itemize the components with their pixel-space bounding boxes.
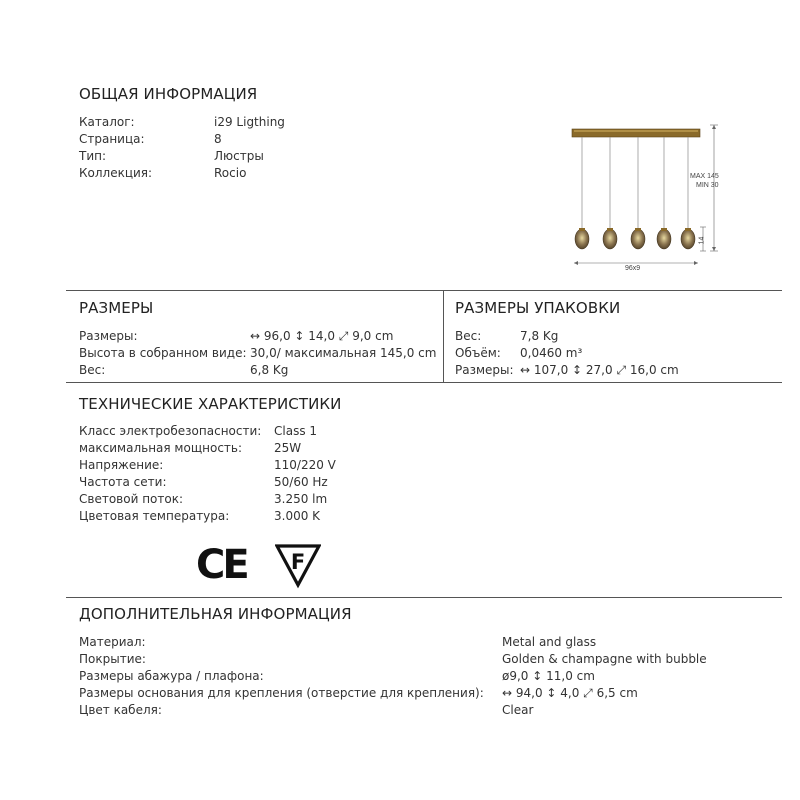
packaging-value: 7,8 Kg <box>520 329 559 343</box>
technical-value: 50/60 Hz <box>274 475 328 489</box>
additional-value: ↔ 94,0 ↕ 4,0 ⤢ 6,5 cm <box>502 686 638 700</box>
general-value-catalog: i29 Ligthing <box>214 115 285 129</box>
general-label-collection: Коллекция: <box>79 166 153 180</box>
dimensions-label: Высота в собранном виде: <box>79 346 247 360</box>
lamp-height-label: 14 <box>698 236 706 245</box>
additional-label: Размеры абажура / плафона: <box>79 669 264 683</box>
pendant-lamp <box>603 228 617 249</box>
dimensions-value: 6,8 Kg <box>250 363 289 377</box>
technical-label: Световой поток: <box>79 492 184 506</box>
pendant-lamp <box>575 228 589 249</box>
dimensions-label: Размеры: <box>79 329 138 343</box>
pendant-lamp <box>631 228 645 249</box>
dimensions-value: ↔ 96,0 ↕ 14,0 ⤢ 9,0 cm <box>250 329 394 343</box>
additional-value: Golden & champagne with bubble <box>502 652 707 666</box>
additional-label: Покрытие: <box>79 652 146 666</box>
technical-value: 110/220 V <box>274 458 336 472</box>
technical-value: 3.250 lm <box>274 492 328 506</box>
technical-value: Class 1 <box>274 424 318 438</box>
technical-label: Напряжение: <box>79 458 164 472</box>
additional-value: ø9,0 ↕ 11,0 cm <box>502 669 595 683</box>
technical-label: Класс электробезопасности: <box>79 424 262 438</box>
dimensions-value: 30,0/ максимальная 145,0 cm <box>250 346 437 360</box>
general-value-type: Люстры <box>214 149 264 163</box>
width-label: 96x9 <box>625 265 641 272</box>
additional-label: Размеры основания для крепления (отверстие для крепления): <box>79 686 484 700</box>
additional-label: Цвет кабеля: <box>79 703 162 717</box>
packaging-title: РАЗМЕРЫ УПАКОВКИ <box>455 299 621 317</box>
general-value-collection: Rocio <box>214 166 247 180</box>
technical-label: Частота сети: <box>79 475 167 489</box>
general-value-page: 8 <box>214 132 222 146</box>
ce-mark-icon: CE <box>196 542 247 588</box>
general-label-catalog: Каталог: <box>79 115 135 129</box>
technical-label: Цветовая температура: <box>79 509 230 523</box>
divider <box>66 597 782 598</box>
pendant-lamp <box>657 228 671 249</box>
technical-value: 3.000 K <box>274 509 321 523</box>
additional-value: Clear <box>502 703 534 717</box>
dimensions-title: РАЗМЕРЫ <box>79 299 154 317</box>
packaging-label: Вес: <box>455 329 482 343</box>
max-height-label: MAX 145 <box>690 173 719 180</box>
product-drawing <box>560 115 740 285</box>
packaging-label: Объём: <box>455 346 501 360</box>
divider <box>66 382 782 383</box>
general-label-type: Тип: <box>79 149 107 163</box>
dimensions-label: Вес: <box>79 363 106 377</box>
f-mark-letter: F <box>290 550 306 574</box>
technical-value: 25W <box>274 441 302 455</box>
technical-label: максимальная мощность: <box>79 441 243 455</box>
packaging-value: ↔ 107,0 ↕ 27,0 ⤢ 16,0 cm <box>520 363 679 377</box>
additional-title: ДОПОЛНИТЕЛЬНАЯ ИНФОРМАЦИЯ <box>79 605 352 623</box>
packaging-value: 0,0460 m³ <box>520 346 583 360</box>
packaging-label: Размеры: <box>455 363 514 377</box>
additional-value: Metal and glass <box>502 635 597 649</box>
divider <box>66 290 782 291</box>
f-mark-icon <box>275 543 321 589</box>
general-title: ОБЩАЯ ИНФОРМАЦИЯ <box>79 85 258 103</box>
general-label-page: Страница: <box>79 132 145 146</box>
pendant-lamp <box>681 228 695 249</box>
additional-label: Материал: <box>79 635 146 649</box>
min-height-label: MIN 30 <box>696 182 719 189</box>
technical-title: ТЕХНИЧЕСКИЕ ХАРАКТЕРИСТИКИ <box>79 395 342 413</box>
column-separator <box>443 290 444 382</box>
